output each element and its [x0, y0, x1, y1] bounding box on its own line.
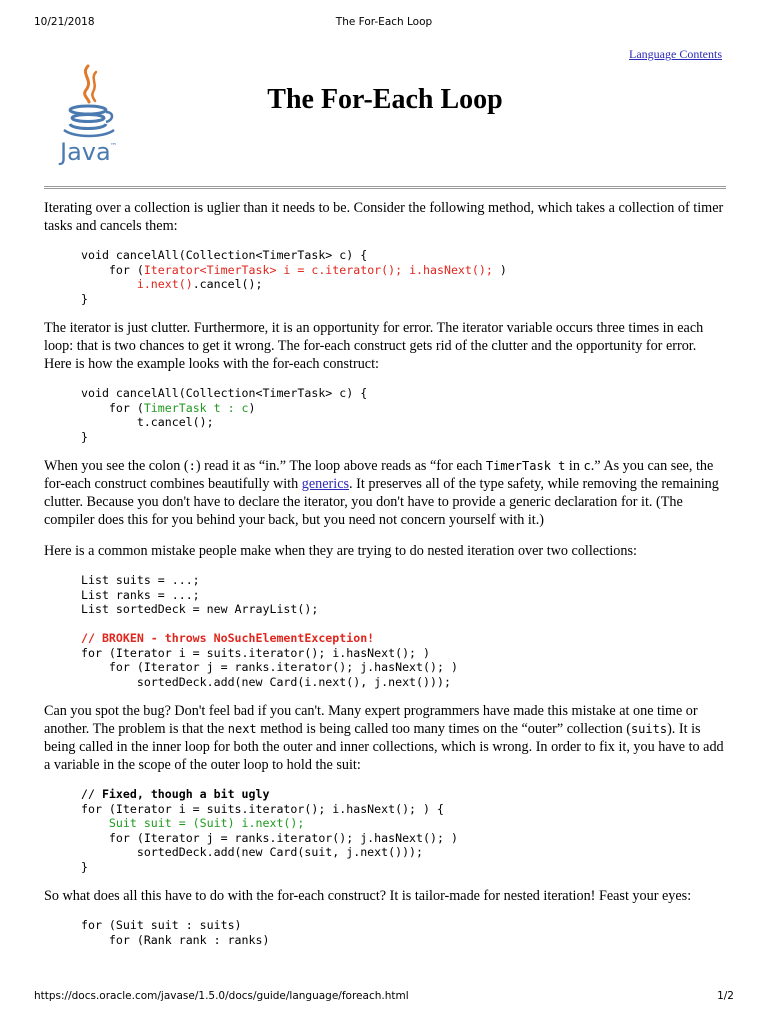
- code-block-broken: List suits = ...; List ranks = ...; List sortedDeck = new ArrayList(); // BROKEN - throws NoSuchElementException! for (Iterator i = suits.iterator(); i.hasNext(); ) for (Iterator j = ranks.iterator(); j.hasNext(); ) sortedDeck.add(new Card(i.next(), j.next()));: [81, 573, 458, 689]
- paragraph-colon-in: When you see the colon (:) read it as “in.” The loop above reads as “for each TimerTask t in c.” As you can see, the for-each construct combines beautifully with generics. It preserves all of the type safety, while removing the remaining clutter. Because you don't have to declare the iterator, you don't have to provide a generic declaration for it. (The compiler does this for you behind your back, but you need not concern yourself with it.): [44, 458, 719, 528]
- code-block-iterator: void cancelAll(Collection<TimerTask> c) { for (Iterator<TimerTask> i = c.iterator(); i.hasNext(); ) i.next().cancel(); }: [81, 248, 507, 306]
- paragraph-common-mistake: Here is a common mistake people make when they are trying to do nested iteration over two collections:: [44, 543, 637, 559]
- page-title: The For-Each Loop: [267, 84, 503, 115]
- language-contents-link[interactable]: Language Contents: [629, 47, 722, 61]
- page-number: 1/2: [717, 990, 734, 1002]
- print-date: 10/21/2018: [34, 16, 95, 28]
- paragraph-intro: Iterating over a collection is uglier than it needs to be. Consider the following method, which takes a collection of timer tasks and cancels them:: [44, 200, 724, 234]
- paragraph-iterator-clutter: The iterator is just clutter. Furthermore, it is an opportunity for error. The iterator variable occurs three times in each loop: that is two chances to get it wrong. The for-each construct gets rid of the clutter and the opportunity for error. Here is how the example looks with the for-each construct:: [44, 320, 704, 372]
- java-wordmark: Java: [60, 138, 111, 166]
- paragraph-spot-bug: Can you spot the bug? Don't feel bad if you can't. Many expert programmers have made this mistake at one time or another. The problem is that the next method is being called too many times on the “outer” collection (suits). It is being called in the inner loop for both the outer and inner collections, which is wrong. In order to fix it, you have to add a variable in the scope of the outer loop to hold the suit:: [44, 703, 724, 773]
- print-title: The For-Each Loop: [335, 16, 433, 28]
- page-content: [44, 42, 726, 947]
- paragraph-nested-iteration: So what does all this have to do with the for-each construct? It is tailor-made for nested iteration! Feast your eyes:: [44, 888, 692, 904]
- code-block-fixed: // Fixed, though a bit ugly for (Iterator i = suits.iterator(); i.hasNext(); ) { Suit suit = (Suit) i.next(); for (Iterator j = ranks.iterator(); j.hasNext(); ) sortedDeck.add(new Card(suit, j.next())); }: [81, 787, 458, 874]
- svg-text:™: ™: [110, 142, 117, 150]
- title-divider: [44, 186, 726, 189]
- generics-link[interactable]: generics: [301, 476, 350, 492]
- code-block-foreach: void cancelAll(Collection<TimerTask> c) { for (TimerTask t : c) t.cancel(); }: [81, 386, 368, 444]
- print-header: [34, 16, 734, 32]
- print-footer: [34, 990, 734, 1006]
- print-url: https://docs.oracle.com/javase/1.5.0/docs/guide/language/foreach.html: [34, 990, 409, 1002]
- code-block-nested-foreach: for (Suit suit : suits) for (Rank rank : ranks): [81, 918, 270, 947]
- banner: [44, 42, 726, 182]
